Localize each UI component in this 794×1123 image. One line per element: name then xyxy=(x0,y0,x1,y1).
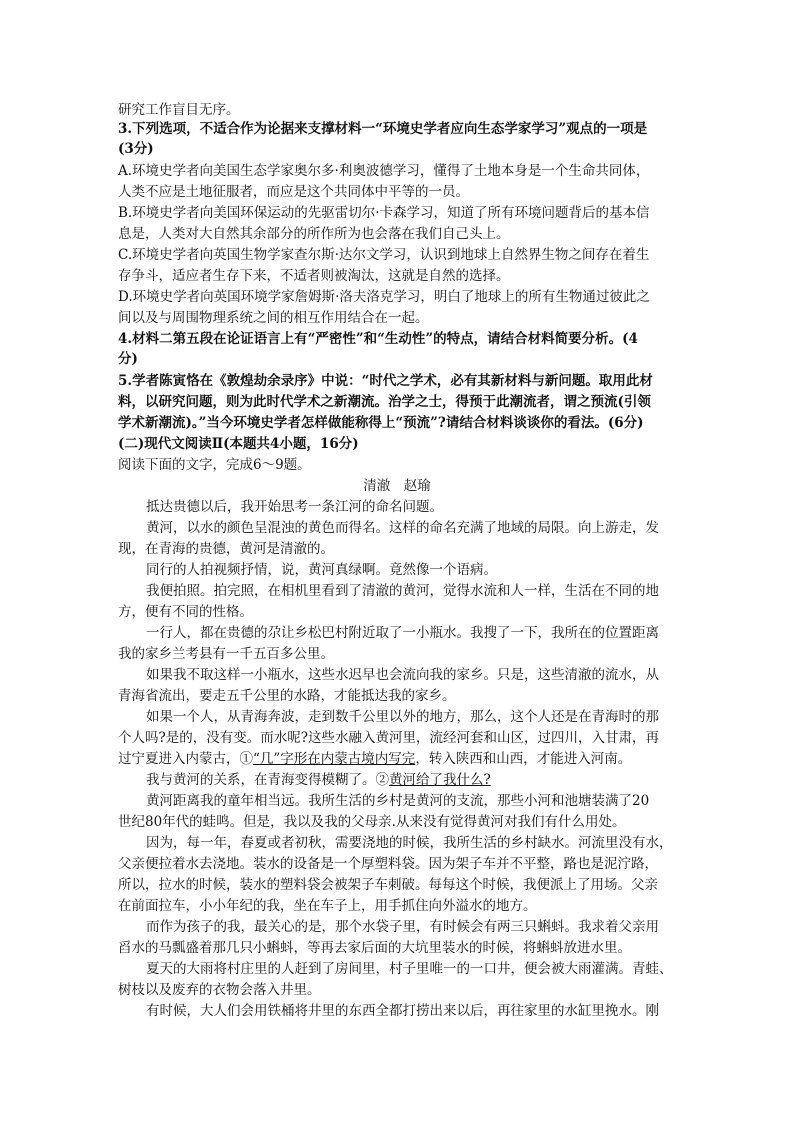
passage-line: 同行的人拍视频抒情，说，黄河真绿啊。竟然像一个语病。 xyxy=(146,562,497,578)
question-5-line: 料，以研究问题，则为此时代学术之新潮流。治学之士，得预于此潮流者，谓之预流(引领 xyxy=(118,394,651,410)
question-3-line: 3.下列选项，不适合作为论据来支撑材料一“环境史学者应向生态学家学习”观点的一项是 xyxy=(118,121,648,137)
passage-line: 我的家乡兰考县有一千五百多公里。 xyxy=(118,646,334,662)
passage-line: 黄河，以水的颜色呈混浊的黄色而得名。这样的命名充满了地域的局限。向上游走，发 xyxy=(146,520,659,536)
passage-line: 青海省流出，要走五千公里的水路，才能抵达我的家乡。 xyxy=(118,688,456,704)
option-c-line: 存争斗，适应者生存下来，不适者则被淘汰，这就是自然的选择。 xyxy=(118,268,510,284)
passage-line: 现，在青海的贵德，黄河是清澈的。 xyxy=(118,541,334,557)
underlined-phrase-1: “几”字形在内蒙古境内写完 xyxy=(253,751,416,767)
passage-line: 夏天的大雨将村庄里的人赶到了房间里，村子里唯一的一口井，便会被大雨灌满。青蛙、 xyxy=(146,961,673,977)
question-4-line: 分) xyxy=(118,351,138,367)
question-3-points: (3分) xyxy=(118,141,154,157)
passage-line: 所以，拉水的时候，装水的塑料袋会被架子车刺破。每每这个时候，我便派上了用场。父亲 xyxy=(118,877,658,893)
passage-title: 清澈 赵瑜 xyxy=(363,478,431,494)
underlined-phrase-2: 黄河给了我什么? xyxy=(389,772,491,788)
option-b-line: B.环境史学者向美国环保运动的先驱雷切尔·卡森学习，知道了所有环境问题背后的基本信 xyxy=(118,205,650,221)
passage-line: 我便拍照。拍完照，在相机里看到了清澈的黄河，觉得水流和人一样，生活在不同的地 xyxy=(146,583,659,599)
text-span: 过宁夏进入内蒙古，① xyxy=(118,751,253,767)
passage-line: 如果一个人，从青海奔波，走到数千公里以外的地方，那么，这个人还是在青海时的那 xyxy=(146,709,659,725)
passage-line-underlined xyxy=(146,770,680,790)
passage-line: 一行人，都在贵德的尕让乡松巴村附近取了一小瓶水。我搜了一下，我所在的位置距离 xyxy=(146,625,659,641)
option-b-line: 息是，人类对大自然其余部分的所作所为也会落在我们自己头上。 xyxy=(118,226,510,242)
passage-line: 黄河距离我的童年相当远。我所生活的乡村是黄河的支流，那些小河和池塘装满了20 xyxy=(146,793,650,809)
section-heading: (二)现代文阅读Ⅱ(本题共4小题，16分) xyxy=(118,436,359,452)
option-a-line: A.环境史学者向美国生态学家奥尔多·利奥波德学习，懂得了土地本身是一个生命共同体， xyxy=(118,163,650,179)
option-d-line: 间以及与周围物理系统之间的相互作用结合在一起。 xyxy=(118,310,429,326)
option-a-line: 人类不应是土地征服者，而应是这个共同体中平等的一员。 xyxy=(118,184,469,200)
passage-line: 因为，每一年，春夏或者初秋，需要浇地的时候，我所生活的乡村缺水。河流里没有水， xyxy=(146,835,673,851)
text-line: 研究工作盲目无序。 xyxy=(118,102,240,118)
passage-line: 如果我不取这样一小瓶水，这些水迟早也会流向我的家乡。只是，这些清澈的流水，从 xyxy=(146,667,659,683)
question-5-line: 5.学者陈寅恪在《敦煌劫余录序》中说：“时代之学术，必有其新材料与新问题。取用此材 xyxy=(118,373,653,389)
passage-line: 而作为孩子的我，最关心的是，那个水袋子里，有时候会有两三只蝌蚪。我求着父亲用 xyxy=(146,919,659,935)
text-span: 我与黄河的关系，在青海变得模糊了。② xyxy=(146,772,389,788)
passage-line: 方，便有不同的性格。 xyxy=(118,604,253,620)
text-span: ，转入陕西和山西，才能进入河南。 xyxy=(415,751,632,767)
passage-line: 世纪80年代的蛙鸣。但是，我以及我的父母亲.从来没有觉得黄河对我们有什么用处。 xyxy=(118,814,626,830)
instruction-line: 阅读下面的文字，完成6～9题。 xyxy=(118,457,311,473)
question-5-line: 学术新潮流)。”当今环境史学者怎样做能称得上“预流”?请结合材料谈谈你的看法。(6分) xyxy=(118,415,644,431)
passage-line: 个人吗?是的，没有变。而水呢?这些水融入黄河里，流经河套和山区，过四川，入甘肃，再 xyxy=(118,730,659,746)
passage-line: 有时候，大人们会用铁桶将井里的东西全都打捞出来以后，再往家里的水缸里挽水。刚 xyxy=(146,1003,659,1019)
passage-line-underlined xyxy=(118,749,680,769)
passage-line: 在前面拉车，小小年纪的我，坐在车子上，用手抓住向外溢水的地方。 xyxy=(118,898,537,914)
passage-line: 树枝以及废弃的衣物会落入井里。 xyxy=(118,982,321,998)
question-4-line: 4.材料二第五段在论证语言上有“严密性”和“生动性”的特点，请结合材料简要分析。(4 xyxy=(118,331,638,347)
passage-line: 父亲便拉着水去浇地。装水的设备是一个厚塑料袋。因为架子车并不平整，路也是泥泞路， xyxy=(118,856,658,872)
option-d-line: D.环境史学者向英国环境学家詹姆斯·洛夫洛克学习，明白了地球上的所有生物通过彼此之 xyxy=(118,289,650,305)
passage-line: 抵达贵德以后，我开始思考一条江河的命名问题。 xyxy=(146,499,443,515)
option-c-line: C.环境史学者向英国生物学家查尔斯·达尔文学习，认识到地球上自然界生物之间存在着生 xyxy=(118,247,650,263)
passage-line: 舀水的马瓢盛着那几只小蝌蚪，等再去家后面的大坑里装水的时候，将蝌蚪放进水里。 xyxy=(118,940,631,956)
